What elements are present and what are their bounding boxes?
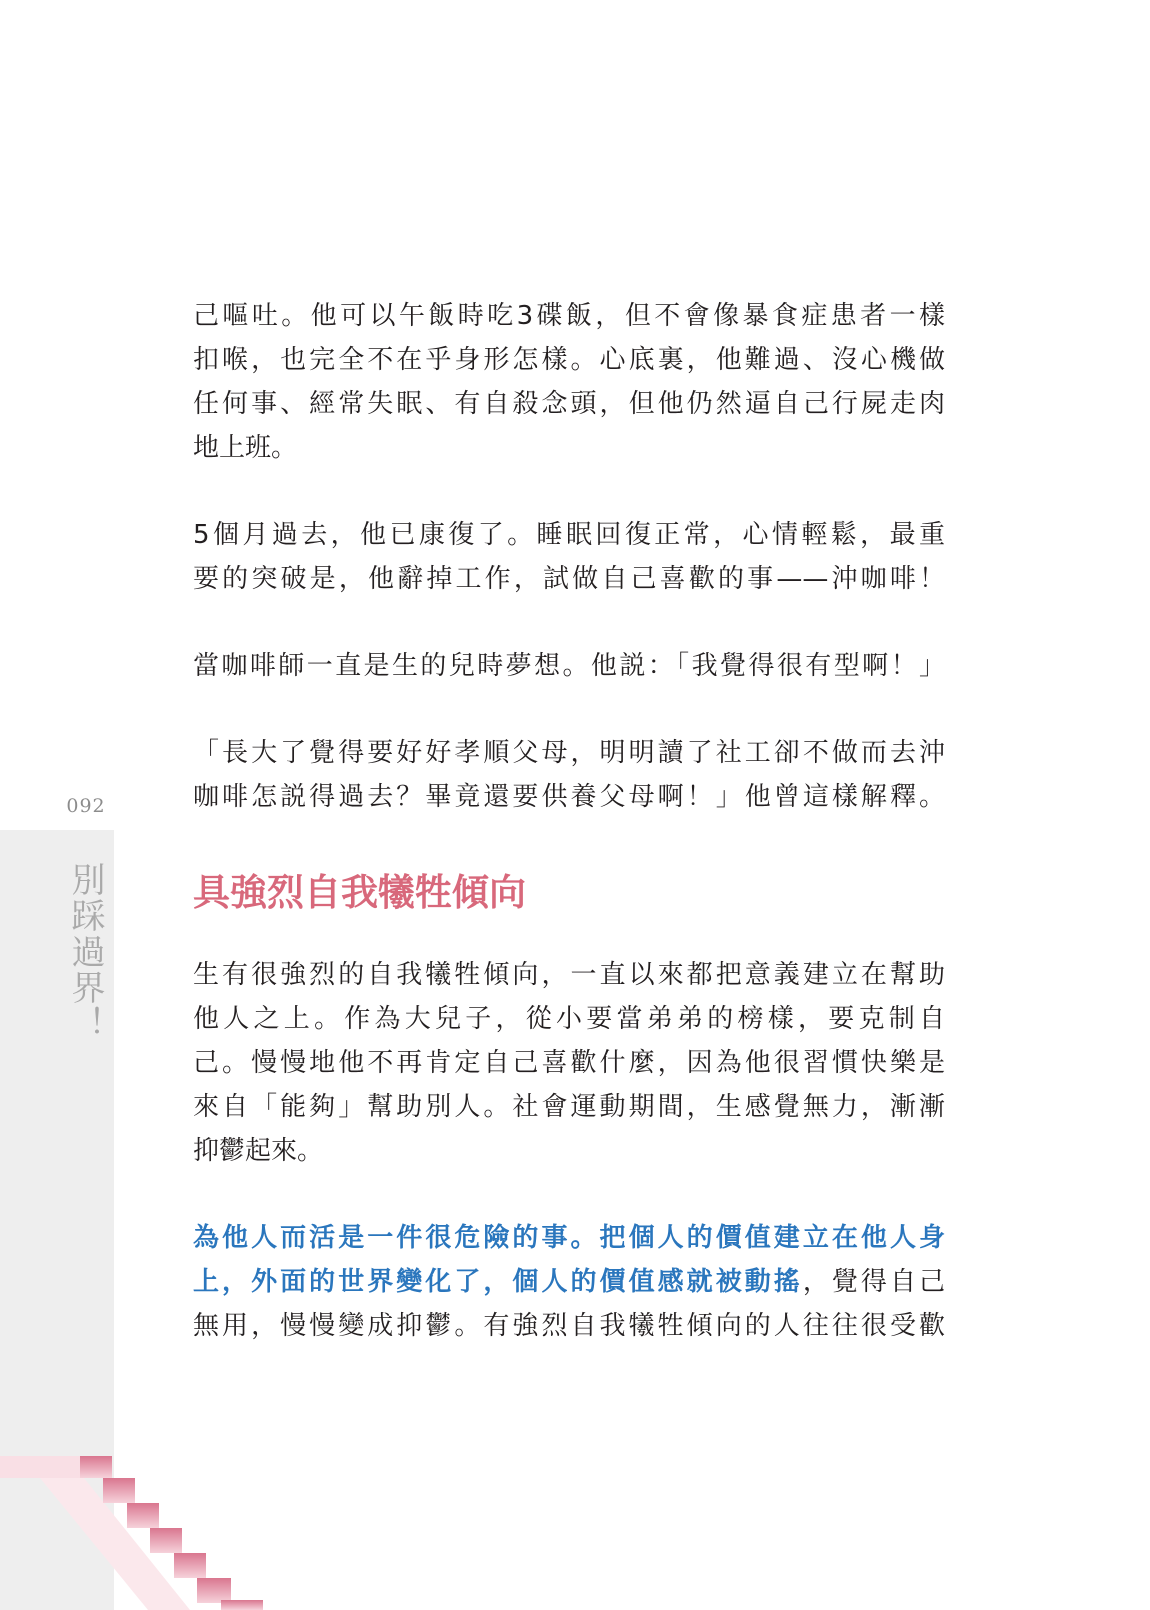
section-heading: 具強烈自我犧牲傾向: [193, 871, 526, 914]
emphasis-line: 為他人而活是一件很危險的事。把個人的價值建立在他人身: [193, 1223, 945, 1253]
stair-step: [127, 1503, 159, 1528]
paragraph-4: [193, 731, 945, 819]
body-line: 抑鬱起來。: [193, 1136, 324, 1166]
body-line: 他人之上。作為大兒子，從小要當弟弟的榜樣，要克制自: [193, 1004, 945, 1034]
body-line: 咖啡怎説得過去？畢竟還要供養父母啊！」他曾這樣解釋。: [193, 782, 945, 812]
body-line: 來自「能夠」幫助別人。社會運動期間，生感覺無力，漸漸: [193, 1092, 945, 1122]
paragraph-2: [193, 513, 945, 601]
paragraph-1: [193, 294, 945, 470]
paragraph-5: [193, 953, 945, 1173]
paragraph-3: [193, 644, 945, 688]
page-number: 092: [66, 795, 106, 817]
emphasis-text: 上，外面的世界變化了，個人的價值感就被動搖: [193, 1267, 803, 1297]
stair-step: [197, 1578, 231, 1603]
stair-step: [221, 1600, 263, 1610]
stair-band: [0, 1456, 84, 1478]
running-title: 別踩過界！: [65, 862, 105, 1042]
body-line: 要的突破是，他辭掉工作，試做自己喜歡的事——沖咖啡！: [193, 564, 945, 594]
body-line: 當咖啡師一直是生的兒時夢想。他説：「我覺得很有型啊！」: [193, 651, 945, 681]
body-text: ，覺得自己: [802, 1267, 945, 1297]
paragraph-6: [193, 1216, 945, 1348]
body-line: 生有很強烈的自我犧牲傾向，一直以來都把意義建立在幫助: [193, 960, 945, 990]
body-line: 5個月過去，他已康復了。睡眠回復正常，心情輕鬆，最重: [193, 520, 945, 550]
stair-step: [150, 1528, 182, 1553]
body-line: 己。慢慢地他不再肯定自己喜歡什麼，因為他很習慣快樂是: [193, 1048, 945, 1078]
body-line: 無用，慢慢變成抑鬱。有強烈自我犧牲傾向的人往往很受歡: [193, 1311, 945, 1341]
body-line: 任何事、經常失眠、有自殺念頭，但他仍然逼自己行屍走肉: [193, 389, 945, 419]
body-line: 扣喉，也完全不在乎身形怎樣。心底裏，他難過、沒心機做: [193, 345, 945, 375]
stair-step: [174, 1553, 206, 1578]
body-line: 「長大了覺得要好好孝順父母，明明讀了社工卻不做而去沖: [193, 738, 945, 768]
staircase-decoration: [0, 1448, 270, 1610]
stair-step: [80, 1456, 112, 1478]
body-line: 地上班。: [193, 433, 298, 463]
body-line: [193, 1260, 945, 1304]
stair-step: [103, 1478, 135, 1503]
body-line: 己嘔吐。他可以午飯時吃3碟飯，但不會像暴食症患者一樣: [193, 301, 945, 331]
